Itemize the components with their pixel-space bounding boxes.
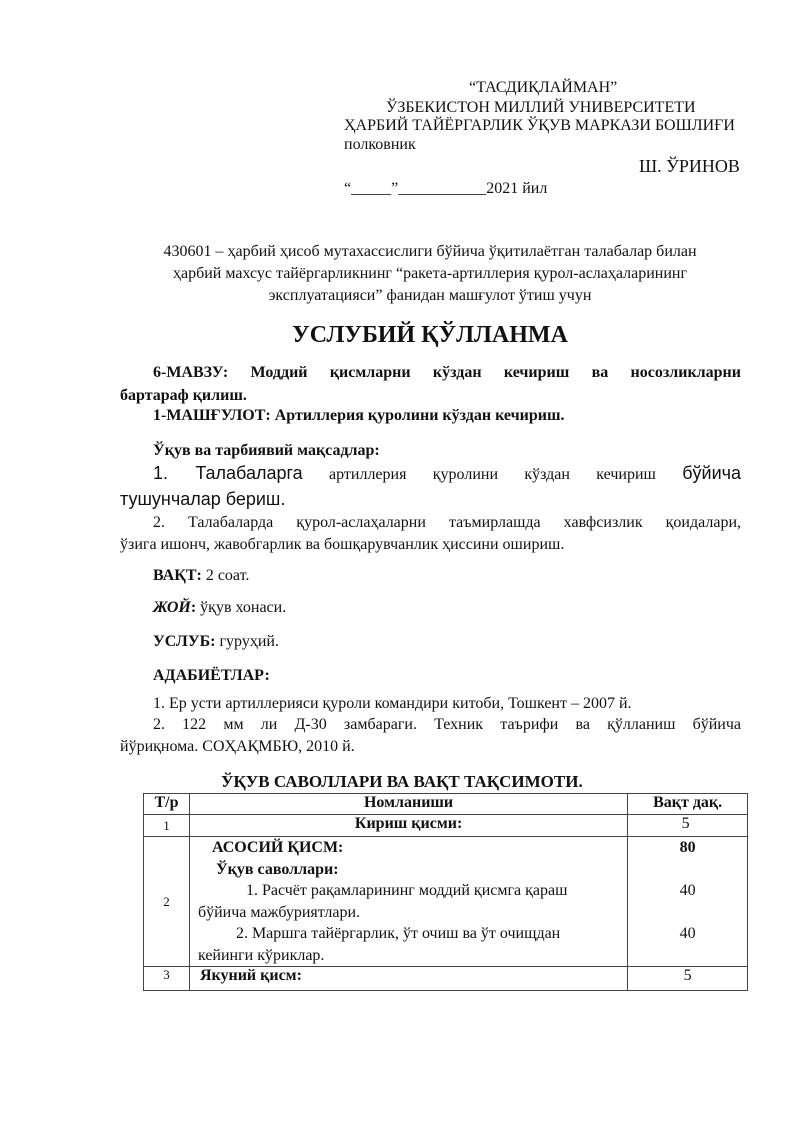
place-value: ўқув хонаси. xyxy=(196,599,287,616)
schedule-table xyxy=(143,793,748,991)
approval-position: ҲАРБИЙ ТАЙЁРГАРЛИК ЎҚУВ МАРКАЗИ БОШЛИҒИ xyxy=(344,117,735,134)
table-row xyxy=(144,967,748,991)
intro-line-2: ҳарбий махсус тайёргарликнинг “ракета-артиллерия қурол-аслаҳаларининг xyxy=(172,265,688,282)
row-1-name: Кириш қисми: xyxy=(189,815,627,837)
literature-heading-row xyxy=(153,665,270,687)
goal-1-part-a: 1. Талабаларга xyxy=(153,463,303,483)
question-2-line-1: 2. Маршга тайёргарлик, ўт очиш ва ўт очищдан xyxy=(235,925,561,942)
main-part-label: АСОСИЙ ҚИСМ: xyxy=(211,839,344,856)
literature-item-2-line-1: 2. 122 мм ли Д-30 замбараги. Техник таърифи ва қўлланиш бўйича xyxy=(153,716,741,733)
row-2-num: 2 xyxy=(144,837,190,967)
row-3-name: Якуний қисм: xyxy=(189,967,627,991)
goal-1-line-1 xyxy=(153,461,741,487)
page-title: УСЛУБИЙ ҚЎЛЛАНМА xyxy=(292,322,568,348)
table-header-row xyxy=(144,794,748,815)
place-label: ЖОЙ xyxy=(153,599,191,616)
approval-title: “ТАСДИҚЛАЙМАН” xyxy=(469,79,618,96)
row-3-num: 3 xyxy=(144,967,190,991)
goal-2-line-2: ўзига ишонч, жавобгарлик ва бошқарувчанлик ҳиссини ошириш. xyxy=(120,536,565,553)
row-1-num: 1 xyxy=(144,815,190,837)
question-1-time: 40 xyxy=(679,882,696,899)
literature-colon: : xyxy=(264,667,270,684)
topic-line-1: 6-МАВЗУ: Моддий қисмларни кўздан кечириш ва носозликларни xyxy=(153,364,741,381)
header-time: Вақт дақ. xyxy=(628,794,748,815)
main-part-time: 80 xyxy=(679,839,696,856)
time-label: ВАҚТ: xyxy=(153,567,202,584)
approval-university: ЎЗБЕКИСТОН МИЛЛИЙ УНИВЕРСИТЕТИ xyxy=(386,99,696,116)
approval-rank: полковник xyxy=(344,136,416,153)
question-2-line-2: кейинги кўриклар. xyxy=(197,946,325,964)
table-row xyxy=(144,837,748,967)
questions-label: Ўқув саволлари: xyxy=(215,860,339,878)
header-num: Т/р xyxy=(144,794,190,815)
method-label: УСЛУБ: xyxy=(153,633,216,650)
time-row xyxy=(153,565,249,587)
time-value: 2 соат. xyxy=(201,567,250,584)
literature-heading: АДАБИЁТЛАР xyxy=(153,667,265,684)
row-1-time: 5 xyxy=(628,815,748,837)
goal-1-line-2: тушунчалар бериш. xyxy=(120,489,286,509)
goal-1-part-c: бўйича xyxy=(682,463,742,483)
lesson-title: 1-МАШҒУЛОТ: Артиллерия қуролини кўздан кечириш. xyxy=(153,407,565,424)
question-2-time: 40 xyxy=(679,925,696,942)
literature-item-1: 1. Ер усти артиллерияси қуроли командири китоби, Тошкент – 2007 й. xyxy=(153,695,632,712)
goal-2-line-1: 2. Талабаларда қурол-аслаҳаларни таъмирлашда хавфсизлик қоидалари, xyxy=(153,514,741,531)
method-value: гуруҳий. xyxy=(215,633,279,650)
row-2-times xyxy=(628,837,748,967)
place-colon: : xyxy=(190,599,197,616)
header-name: Номланиши xyxy=(189,794,627,815)
table-title: ЎҚУВ САВОЛЛАРИ ВА ВАҚТ ТАҚСИМОТИ. xyxy=(221,772,583,791)
intro-line-1: 430601 – ҳарбий ҳисоб мутахассислиги бўйича ўқитилаётган талабалар билан xyxy=(163,243,697,260)
topic-line-2: бартараф қилиш. xyxy=(120,387,247,404)
intro-line-3: эксплуатацияси” фанидан машғулот ўтиш учун xyxy=(268,287,592,304)
goals-heading: Ўқув ва тарбиявий мақсадлар: xyxy=(153,442,380,459)
method-row xyxy=(153,631,279,653)
row-2-content xyxy=(189,837,627,967)
goal-1-part-b: артиллерия қуролини кўздан кечириш xyxy=(329,466,656,483)
table-row xyxy=(144,815,748,837)
approval-name: Ш. ЎРИНОВ xyxy=(639,156,740,176)
question-1-line-1: 1. Расчёт рақамларининг моддий қисмга қараш xyxy=(245,882,568,899)
row-3-time: 5 xyxy=(628,967,748,991)
literature-item-2-line-2: йўриқнома. СОҲАҚМБЮ, 2010 й. xyxy=(120,738,355,755)
approval-date: “_____”___________2021 йил xyxy=(344,180,548,197)
place-row xyxy=(153,597,286,619)
question-1-line-2: бўйича мажбуриятлари. xyxy=(197,903,361,921)
